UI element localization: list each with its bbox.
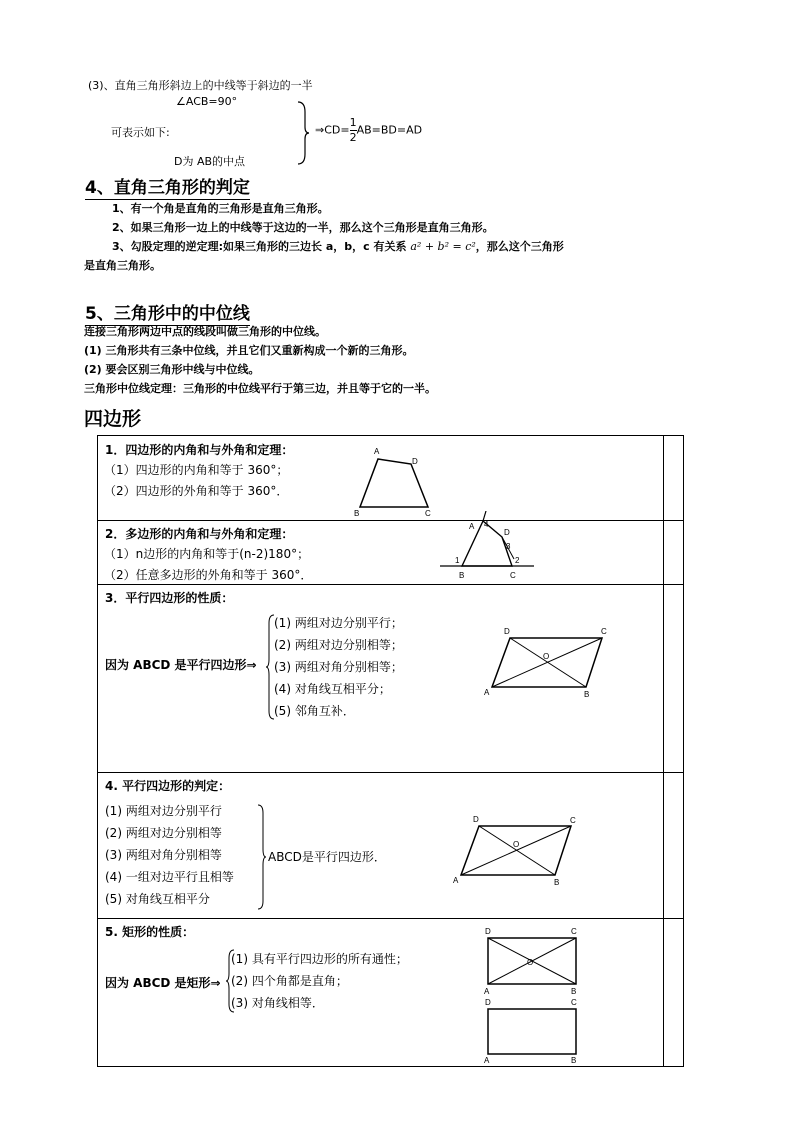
criterion-conclusion: ABCD是平行四边形． [268, 850, 386, 864]
table-row [98, 773, 684, 919]
row5-title: 5. 矩形的性质： [105, 925, 195, 939]
condition-angle: ∠ACB=90° [176, 95, 238, 108]
property-item: (4) 对角线互相平分； [274, 682, 391, 696]
center-label: O [543, 652, 550, 661]
vertex-label: D [485, 927, 491, 936]
section5-heading: 5、三角形中的中位线 [85, 304, 250, 324]
vertex-label: A [374, 447, 380, 456]
row5-because: 因为 ABCD 是矩形⇒ [105, 976, 221, 990]
row4-title: 4. 平行四边形的判定： [105, 779, 231, 793]
row2-title: 2．多边形的内角和与外角和定理： [105, 527, 294, 541]
section4-heading: 4、直角三角形的判定 [85, 178, 250, 198]
median-result [315, 116, 422, 145]
midline-theorem: 三角形中位线定理：三角形的中位线平行于第三边，并且等于它的一半。 [84, 382, 436, 395]
vertex-label: D [485, 998, 491, 1007]
row2-line1: （1）n边形的内角和等于(n-2)180°； [104, 547, 310, 561]
vertex-label: D [473, 815, 479, 824]
parallelogram-diagram [482, 625, 612, 700]
midline-definition: 连接三角形两边中点的线段叫做三角形的中位线。 [84, 325, 326, 338]
right-brace-icon [296, 100, 310, 166]
quadrilateral-diagram [348, 442, 438, 520]
angle-label: 4 [484, 520, 489, 529]
angle-label: 2 [515, 556, 520, 565]
row3-because: 因为 ABCD 是平行四边形⇒ [105, 658, 257, 672]
table-row [98, 521, 684, 585]
condition-midpoint: D为 AB的中点 [174, 155, 246, 168]
vertex-label: B [554, 878, 560, 887]
vertex-label: B [584, 690, 590, 699]
midline-point2: (2) 要会区别三角形中线与中位线。 [84, 363, 260, 376]
center-label: O [527, 958, 534, 967]
criterion-item: (2) 两组对边分别相等 [105, 826, 222, 840]
vertex-label: C [570, 816, 576, 825]
vertex-label: A [484, 688, 490, 697]
section4-item1: 1、有一个角是直角的三角形是直角三角形。 [112, 202, 329, 215]
vertex-label: B [571, 1056, 577, 1065]
criterion-item: (4) 一组对边平行且相等 [105, 870, 234, 884]
table-row [98, 436, 684, 521]
section4-item3: 3、勾股定理的逆定理:如果三角形的三边长 a，b，c 有关系 a² + b² = c²，那么这个三角形 [112, 240, 564, 253]
angle-label: 3 [506, 542, 511, 551]
table-row [98, 919, 684, 1067]
criterion-item: (5) 对角线互相平分 [105, 892, 210, 906]
property-item: (1) 两组对边分别平行； [274, 616, 403, 630]
section4-item3-cont: 是直角三角形。 [84, 259, 161, 272]
row1-line1: （1）四边形的内角和等于 360°； [104, 463, 289, 477]
property-item: (5) 邻角互补． [274, 704, 355, 718]
table-row [98, 585, 684, 773]
vertex-label: A [484, 1056, 490, 1065]
property-item: (2) 两组对边分别相等； [274, 638, 403, 652]
parallelogram-diagram [451, 815, 581, 890]
section4-item2: 2、如果三角形一边上的中线等于这边的一半，那么这个三角形是直角三角形。 [112, 221, 494, 234]
vertex-label: C [425, 509, 431, 518]
vertex-label: C [571, 927, 577, 936]
pythagorean-formula: a² + b² = c² [410, 240, 476, 253]
vertex-label: D [504, 528, 510, 537]
vertex-label: A [469, 522, 475, 531]
quadrilateral-title: 四边形 [84, 408, 142, 430]
row1-line2: （2）四边形的外角和等于 360°． [104, 484, 289, 498]
vertex-label: A [484, 987, 490, 996]
vertex-label: B [459, 571, 465, 580]
row1-title: 1．四边形的内角和与外角和定理： [105, 443, 294, 457]
quadrilateral-table [97, 435, 684, 1067]
result-suffix: AB=BD=AD [356, 123, 423, 137]
vertex-label: B [354, 509, 360, 518]
vertex-label: C [510, 571, 516, 580]
express-label: 可表示如下: [111, 126, 170, 139]
property-item: (3) 两组对角分别相等； [274, 660, 403, 674]
center-label: O [513, 840, 520, 849]
vertex-label: A [453, 876, 459, 885]
vertex-label: C [601, 627, 607, 636]
rectangle-property: (2) 四个角都是直角； [231, 974, 348, 988]
fraction-denominator: 2 [349, 131, 357, 144]
criterion-item: (1) 两组对边分别平行 [105, 804, 222, 818]
rectangle-property: (1) 具有平行四边形的所有通性； [231, 952, 408, 966]
fraction-numerator: 1 [349, 116, 357, 129]
right-brace-icon [256, 803, 266, 911]
fraction [350, 116, 357, 145]
item3-title: (3)、直角三角形斜边上的中线等于斜边的一半 [88, 79, 313, 92]
vertex-label: B [571, 987, 577, 996]
row2-line2: （2）任意多边形的外角和等于 360°． [104, 568, 313, 582]
vertex-label: D [504, 627, 510, 636]
vertex-label: C [571, 998, 577, 1007]
result-prefix: ⇒CD= [315, 123, 350, 137]
polygon-exterior-angle-diagram [428, 511, 538, 583]
vertex-label: D [412, 457, 418, 466]
midline-point1: (1) 三角形共有三条中位线，并且它们又重新构成一个新的三角形。 [84, 344, 414, 357]
rectangle-property: (3) 对角线相等． [231, 996, 324, 1010]
rectangle-diagrams [481, 925, 581, 1065]
angle-label: 1 [455, 556, 460, 565]
row3-title: 3．平行四边形的性质： [105, 591, 234, 605]
criterion-item: (3) 两组对角分别相等 [105, 848, 222, 862]
